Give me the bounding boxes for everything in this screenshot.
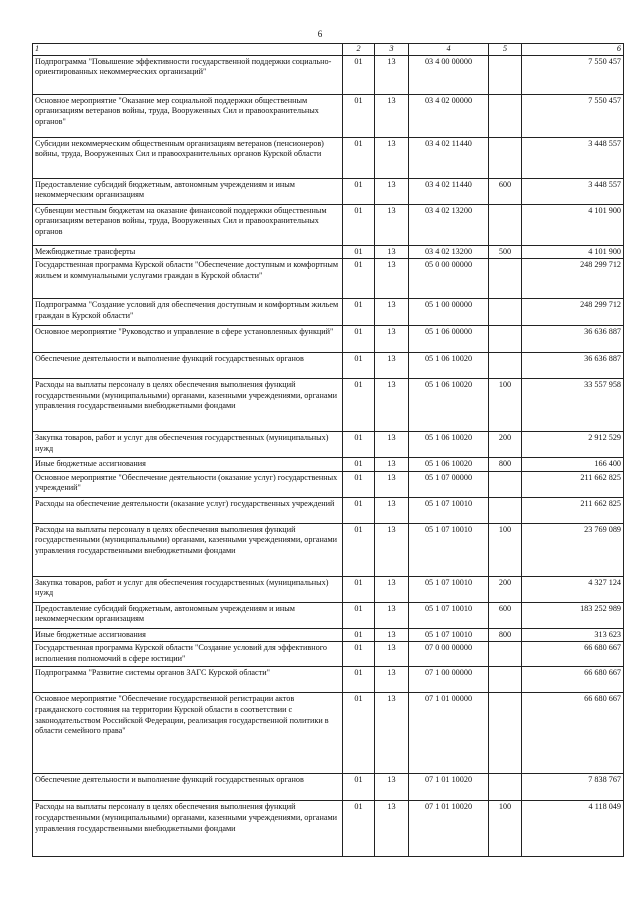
row-name-cell: Расходы на выплаты персоналу в целях обеспечения выполнения функций государственными (муниципальными) органами, казенными учреждениями, органами управления государственными внебюджетными фондами [33, 523, 343, 576]
page-number: 6 [317, 29, 323, 39]
row-expense-type-cell: 600 [489, 602, 522, 628]
row-target-article-cell: 03 4 02 00000 [409, 94, 489, 137]
row-expense-type-cell [489, 94, 522, 137]
column-header: 5 [489, 44, 522, 56]
row-target-article-cell: 05 1 07 10010 [409, 497, 489, 523]
row-target-article-cell: 07 0 00 00000 [409, 642, 489, 667]
row-name-cell: Предоставление субсидий бюджетным, автономным учреждениям и иным некоммерческим организациям [33, 602, 343, 628]
row-subsection-cell: 13 [375, 94, 409, 137]
row-amount-cell: 211 662 825 [522, 471, 624, 497]
row-subsection-cell: 13 [375, 693, 409, 774]
table-row [33, 774, 624, 801]
row-section-cell: 01 [343, 602, 375, 628]
row-target-article-cell: 05 1 07 10010 [409, 576, 489, 602]
table-row [33, 353, 624, 379]
row-subsection-cell: 13 [375, 204, 409, 245]
row-subsection-cell: 13 [375, 178, 409, 204]
row-name-cell: Субвенции местным бюджетам на оказание финансовой поддержки общественным организациям ветеранов войны, труда, Вооруженных Сил и правоохранительных органов [33, 204, 343, 245]
row-expense-type-cell: 200 [489, 576, 522, 602]
row-target-article-cell: 05 1 07 10010 [409, 628, 489, 642]
row-subsection-cell: 13 [375, 774, 409, 801]
budget-table [32, 43, 624, 857]
table-header-row [33, 44, 624, 56]
row-target-article-cell: 05 1 06 00000 [409, 326, 489, 353]
table-row [33, 178, 624, 204]
row-target-article-cell: 07 1 01 10020 [409, 801, 489, 857]
table-row [33, 458, 624, 472]
row-subsection-cell: 13 [375, 628, 409, 642]
row-subsection-cell: 13 [375, 497, 409, 523]
table-row [33, 642, 624, 667]
row-amount-cell: 66 680 667 [522, 667, 624, 693]
row-target-article-cell: 07 1 01 10020 [409, 774, 489, 801]
row-amount-cell: 248 299 712 [522, 299, 624, 326]
row-target-article-cell: 05 1 06 10020 [409, 458, 489, 472]
row-subsection-cell: 13 [375, 326, 409, 353]
row-expense-type-cell [489, 471, 522, 497]
row-subsection-cell: 13 [375, 137, 409, 178]
column-header: 3 [375, 44, 409, 56]
row-expense-type-cell: 100 [489, 523, 522, 576]
row-name-cell: Обеспечение деятельности и выполнение функций государственных органов [33, 774, 343, 801]
row-expense-type-cell [489, 667, 522, 693]
row-expense-type-cell: 100 [489, 801, 522, 857]
row-name-cell: Расходы на обеспечение деятельности (оказание услуг) государственных учреждений [33, 497, 343, 523]
row-name-cell: Закупка товаров, работ и услуг для обеспечения государственных (муниципальных) нужд [33, 576, 343, 602]
row-expense-type-cell [489, 353, 522, 379]
row-name-cell: Предоставление субсидий бюджетным, автономным учреждениям и иным некоммерческим организациям [33, 178, 343, 204]
row-expense-type-cell: 800 [489, 458, 522, 472]
row-amount-cell: 2 912 529 [522, 432, 624, 458]
row-name-cell: Подпрограмма "Повышение эффективности государственной поддержки социально-ориентированных некоммерческих организаций" [33, 55, 343, 94]
table-row [33, 259, 624, 299]
table-row [33, 628, 624, 642]
row-name-cell: Расходы на выплаты персоналу в целях обеспечения выполнения функций государственными (муниципальными) органами, казенными учреждениями, органами управления государственными внебюджетными фондами [33, 379, 343, 432]
row-amount-cell: 166 400 [522, 458, 624, 472]
row-name-cell: Субсидии некоммерческим общественным организациям ветеранов (пенсионеров) войны, труда, Вооруженных Сил и правоохранительных органов Курской области [33, 137, 343, 178]
row-section-cell: 01 [343, 693, 375, 774]
row-subsection-cell: 13 [375, 602, 409, 628]
row-section-cell: 01 [343, 137, 375, 178]
row-subsection-cell: 13 [375, 379, 409, 432]
row-expense-type-cell [489, 259, 522, 299]
row-amount-cell: 313 623 [522, 628, 624, 642]
row-expense-type-cell [489, 326, 522, 353]
row-amount-cell: 66 680 667 [522, 642, 624, 667]
row-name-cell: Иные бюджетные ассигнования [33, 628, 343, 642]
row-expense-type-cell [489, 204, 522, 245]
row-name-cell: Расходы на выплаты персоналу в целях обеспечения выполнения функций государственными (муниципальными) органами, казенными учреждениями, органами управления государственными внебюджетными фондами [33, 801, 343, 857]
row-expense-type-cell [489, 137, 522, 178]
row-target-article-cell: 07 1 00 00000 [409, 667, 489, 693]
row-subsection-cell: 13 [375, 353, 409, 379]
table-row [33, 693, 624, 774]
row-target-article-cell: 05 1 06 10020 [409, 432, 489, 458]
row-expense-type-cell [489, 774, 522, 801]
row-expense-type-cell [489, 55, 522, 94]
row-expense-type-cell [489, 497, 522, 523]
row-name-cell: Государственная программа Курской области "Обеспечение доступным и комфортным жильем и коммунальными услугами граждан в Курской области" [33, 259, 343, 299]
row-section-cell: 01 [343, 523, 375, 576]
row-subsection-cell: 13 [375, 471, 409, 497]
table-row [33, 432, 624, 458]
row-expense-type-cell: 100 [489, 379, 522, 432]
row-amount-cell: 23 769 089 [522, 523, 624, 576]
row-subsection-cell: 13 [375, 576, 409, 602]
row-amount-cell: 36 636 887 [522, 326, 624, 353]
row-section-cell: 01 [343, 801, 375, 857]
row-section-cell: 01 [343, 458, 375, 472]
row-expense-type-cell: 600 [489, 178, 522, 204]
row-amount-cell: 36 636 887 [522, 353, 624, 379]
table-row [33, 523, 624, 576]
row-name-cell: Иные бюджетные ассигнования [33, 458, 343, 472]
row-amount-cell: 66 680 667 [522, 693, 624, 774]
row-target-article-cell: 05 1 07 10010 [409, 602, 489, 628]
table-row [33, 576, 624, 602]
row-target-article-cell: 05 0 00 00000 [409, 259, 489, 299]
row-name-cell: Подпрограмма "Создание условий для обеспечения доступным и комфортным жильем граждан в Курской области" [33, 299, 343, 326]
table-row [33, 299, 624, 326]
row-expense-type-cell [489, 693, 522, 774]
row-name-cell: Основное мероприятие "Оказание мер социальной поддержки общественным организациям ветеранов войны, труда, Вооруженных Сил и правоохранительных органов" [33, 94, 343, 137]
row-subsection-cell: 13 [375, 299, 409, 326]
column-header: 2 [343, 44, 375, 56]
row-subsection-cell: 13 [375, 245, 409, 259]
row-section-cell: 01 [343, 379, 375, 432]
row-section-cell: 01 [343, 667, 375, 693]
row-section-cell: 01 [343, 497, 375, 523]
table-row [33, 326, 624, 353]
column-header: 1 [33, 44, 343, 56]
row-amount-cell: 248 299 712 [522, 259, 624, 299]
row-section-cell: 01 [343, 353, 375, 379]
row-target-article-cell: 03 4 02 11440 [409, 137, 489, 178]
row-expense-type-cell: 200 [489, 432, 522, 458]
row-name-cell: Закупка товаров, работ и услуг для обеспечения государственных (муниципальных) нужд [33, 432, 343, 458]
row-target-article-cell: 05 1 07 10010 [409, 523, 489, 576]
row-target-article-cell: 05 1 06 10020 [409, 379, 489, 432]
table-row [33, 471, 624, 497]
row-section-cell: 01 [343, 471, 375, 497]
row-expense-type-cell: 500 [489, 245, 522, 259]
table-row [33, 55, 624, 94]
row-section-cell: 01 [343, 432, 375, 458]
row-name-cell: Основное мероприятие "Обеспечение деятельности (оказание услуг) государственных учреждений" [33, 471, 343, 497]
row-target-article-cell: 05 1 06 10020 [409, 353, 489, 379]
row-section-cell: 01 [343, 259, 375, 299]
row-target-article-cell: 05 1 07 00000 [409, 471, 489, 497]
row-subsection-cell: 13 [375, 259, 409, 299]
row-amount-cell: 4 101 900 [522, 204, 624, 245]
table-row [33, 94, 624, 137]
row-section-cell: 01 [343, 178, 375, 204]
table-row [33, 137, 624, 178]
row-section-cell: 01 [343, 204, 375, 245]
row-expense-type-cell [489, 299, 522, 326]
table-row [33, 497, 624, 523]
row-target-article-cell: 03 4 02 13200 [409, 245, 489, 259]
row-name-cell: Государственная программа Курской области "Создание условий для эффективного исполнения полномочий в сфере юстиции" [33, 642, 343, 667]
row-expense-type-cell: 800 [489, 628, 522, 642]
row-name-cell: Основное мероприятие "Руководство и управление в сфере установленных функций" [33, 326, 343, 353]
row-subsection-cell: 13 [375, 523, 409, 576]
row-amount-cell: 7 550 457 [522, 94, 624, 137]
row-expense-type-cell [489, 642, 522, 667]
column-header: 6 [522, 44, 624, 56]
row-target-article-cell: 03 4 02 13200 [409, 204, 489, 245]
row-amount-cell: 4 118 049 [522, 801, 624, 857]
row-target-article-cell: 03 4 00 00000 [409, 55, 489, 94]
row-section-cell: 01 [343, 576, 375, 602]
table-row [33, 602, 624, 628]
row-name-cell: Подпрограмма "Развитие системы органов ЗАГС Курской области" [33, 667, 343, 693]
row-name-cell: Основное мероприятие "Обеспечение государственной регистрации актов гражданского состояния на территории Курской области в соответствии с законодательством Российской Федерации, реализация государственной политики в области семейного права" [33, 693, 343, 774]
row-section-cell: 01 [343, 326, 375, 353]
row-section-cell: 01 [343, 299, 375, 326]
row-section-cell: 01 [343, 94, 375, 137]
row-target-article-cell: 05 1 00 00000 [409, 299, 489, 326]
row-subsection-cell: 13 [375, 642, 409, 667]
row-subsection-cell: 13 [375, 55, 409, 94]
row-section-cell: 01 [343, 642, 375, 667]
row-subsection-cell: 13 [375, 432, 409, 458]
row-section-cell: 01 [343, 774, 375, 801]
row-name-cell: Обеспечение деятельности и выполнение функций государственных органов [33, 353, 343, 379]
row-target-article-cell: 07 1 01 00000 [409, 693, 489, 774]
row-amount-cell: 4 327 124 [522, 576, 624, 602]
row-subsection-cell: 13 [375, 801, 409, 857]
row-amount-cell: 183 252 989 [522, 602, 624, 628]
row-target-article-cell: 03 4 02 11440 [409, 178, 489, 204]
row-name-cell: Межбюджетные трансферты [33, 245, 343, 259]
row-subsection-cell: 13 [375, 458, 409, 472]
table-row [33, 801, 624, 857]
row-section-cell: 01 [343, 55, 375, 94]
row-amount-cell: 7 838 767 [522, 774, 624, 801]
row-amount-cell: 4 101 900 [522, 245, 624, 259]
row-subsection-cell: 13 [375, 667, 409, 693]
row-amount-cell: 3 448 557 [522, 178, 624, 204]
row-amount-cell: 33 557 958 [522, 379, 624, 432]
table-row [33, 667, 624, 693]
row-amount-cell: 211 662 825 [522, 497, 624, 523]
column-header: 4 [409, 44, 489, 56]
row-amount-cell: 3 448 557 [522, 137, 624, 178]
table-row [33, 379, 624, 432]
row-amount-cell: 7 550 457 [522, 55, 624, 94]
row-section-cell: 01 [343, 245, 375, 259]
table-row [33, 245, 624, 259]
table-row [33, 204, 624, 245]
row-section-cell: 01 [343, 628, 375, 642]
